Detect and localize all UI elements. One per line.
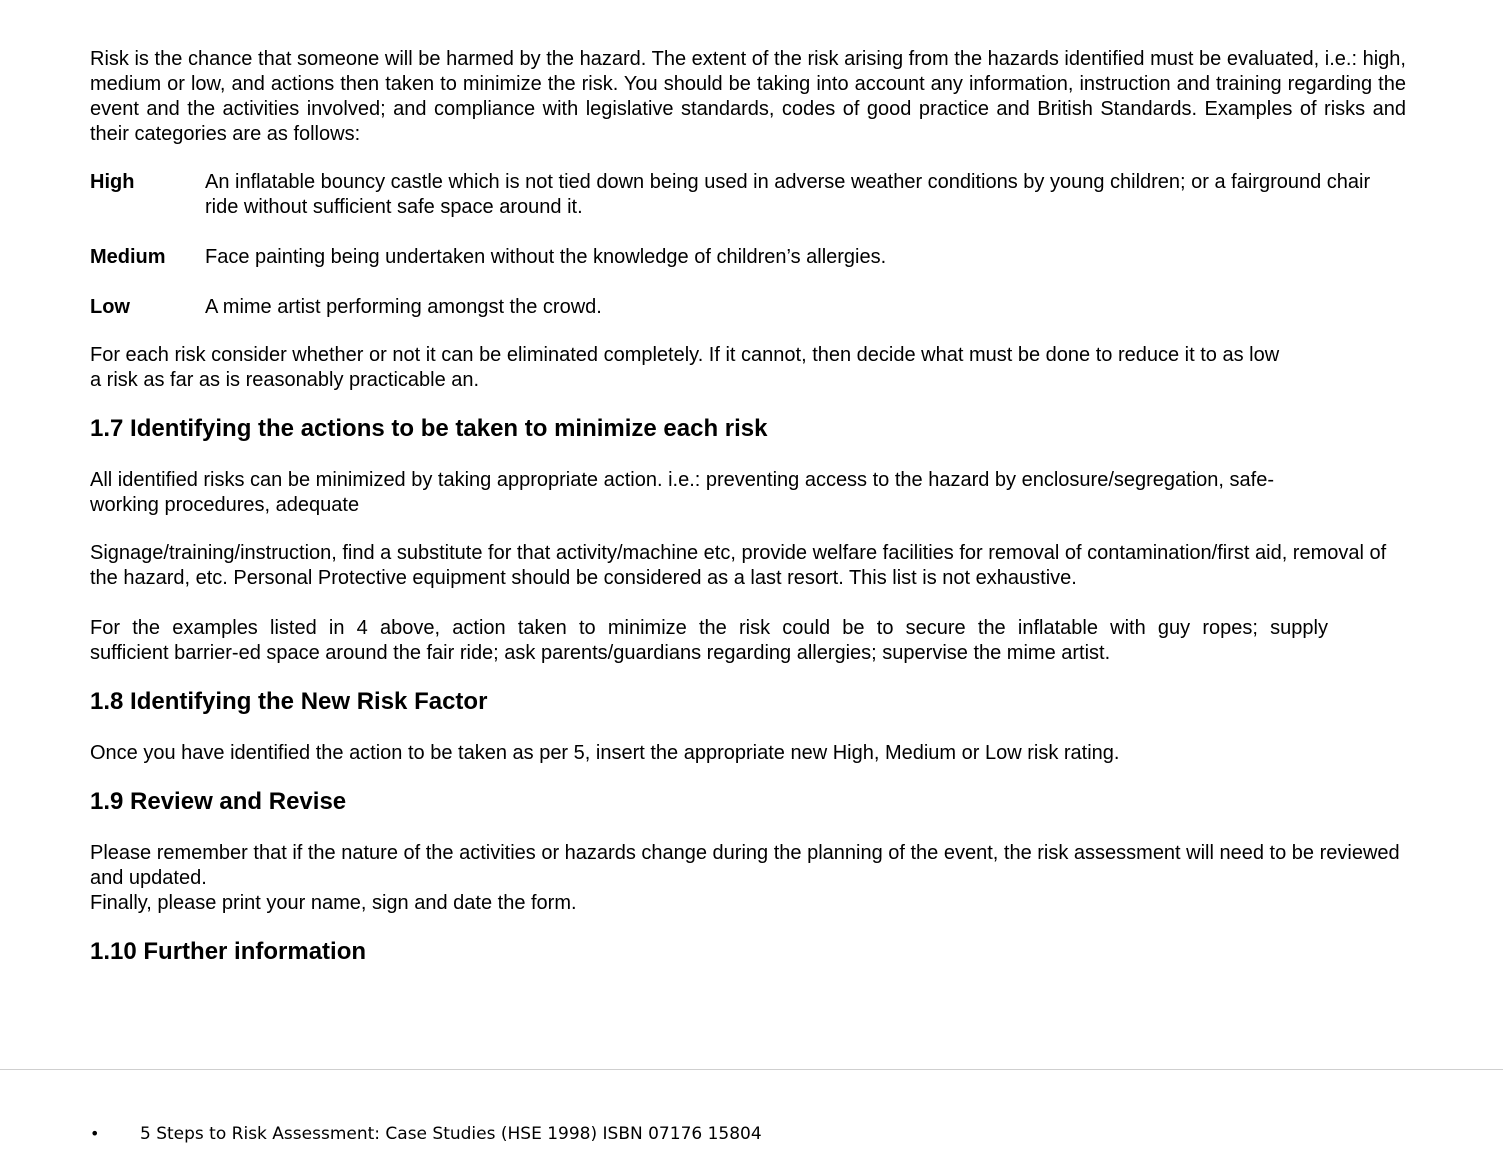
risk-label: Low xyxy=(90,296,130,318)
section-1-7-paragraph-2: Signage/training/instruction, find a substitute for that activity/machine etc, provide welfare facilities for removal of contamination/first aid, removal of the hazard, etc. Personal Protective equipment should be considered as a last resort. This list is not exhaustive. xyxy=(90,542,1387,589)
footnote-divider xyxy=(0,1069,1503,1070)
eliminate-paragraph xyxy=(90,343,1406,393)
section-1-9-p2: Finally, please print your name, sign and date the form. xyxy=(90,892,577,914)
eliminate-line-2: a risk as far as is reasonably practicable an. xyxy=(90,369,480,391)
section-heading-1-8: 1.8 Identifying the New Risk Factor xyxy=(90,688,488,715)
risk-row-low xyxy=(90,295,1406,320)
footnote xyxy=(90,1121,762,1147)
section-1-7-p3-line-1: For the examples listed in 4 above, action taken to minimize the risk could be to secure the inflatable with guy ropes; supply xyxy=(90,617,1328,639)
section-1-7-p1-line-1: All identified risks can be minimized by taking appropriate action. i.e.: preventing access to the hazard by enclosure/segregation, safe- xyxy=(90,469,1274,491)
section-heading-1-7: 1.7 Identifying the actions to be taken to minimize each risk xyxy=(90,415,768,442)
risk-label: High xyxy=(90,171,135,193)
risk-row-medium xyxy=(90,245,1406,270)
risk-description: An inflatable bouncy castle which is not tied down being used in adverse weather conditions by young children; or a fairground chair ride without sufficient safe space around it. xyxy=(205,171,1371,218)
section-1-7-paragraph-1 xyxy=(90,468,1406,518)
risk-label: Medium xyxy=(90,246,166,268)
section-1-8-paragraph: Once you have identified the action to be taken as per 5, insert the appropriate new High, Medium or Low risk rating. xyxy=(90,742,1120,764)
document-page xyxy=(90,47,1406,967)
risk-row-high xyxy=(90,170,1406,220)
risk-description: Face painting being undertaken without the knowledge of children’s allergies. xyxy=(205,246,887,268)
eliminate-line-1: For each risk consider whether or not it can be eliminated completely. If it cannot, then decide what must be done to reduce it to as low xyxy=(90,344,1280,366)
section-1-7-paragraph-3 xyxy=(90,616,1406,666)
section-heading-1-10: 1.10 Further information xyxy=(90,938,367,965)
bullet-icon: • xyxy=(90,1124,100,1143)
risk-description: A mime artist performing amongst the crowd. xyxy=(205,296,602,318)
section-1-7-p3-line-2: sufficient barrier-ed space around the fair ride; ask parents/guardians regarding allergies; supervise the mime artist. xyxy=(90,642,1111,664)
section-heading-1-9: 1.9 Review and Revise xyxy=(90,788,347,815)
section-1-9-p1: Please remember that if the nature of the activities or hazards change during the planning of the event, the risk assessment will need to be reviewed and updated. xyxy=(90,842,1400,889)
footnote-text: 5 Steps to Risk Assessment: Case Studies (HSE 1998) ISBN 07176 15804 xyxy=(140,1124,762,1144)
section-1-9-paragraph xyxy=(90,841,1406,916)
intro-paragraph: Risk is the chance that someone will be harmed by the hazard. The extent of the risk arising from the hazards identified must be evaluated, i.e.: high, medium or low, and actions then taken to minimize the risk. You should be taking into account any information, instruction and training regarding the event and the activities involved; and compliance with legislative standards, codes of good practice and British Standards. Examples of risks and their categories are as follows: xyxy=(90,48,1406,145)
section-1-7-p1-line-2: working procedures, adequate xyxy=(90,494,360,516)
